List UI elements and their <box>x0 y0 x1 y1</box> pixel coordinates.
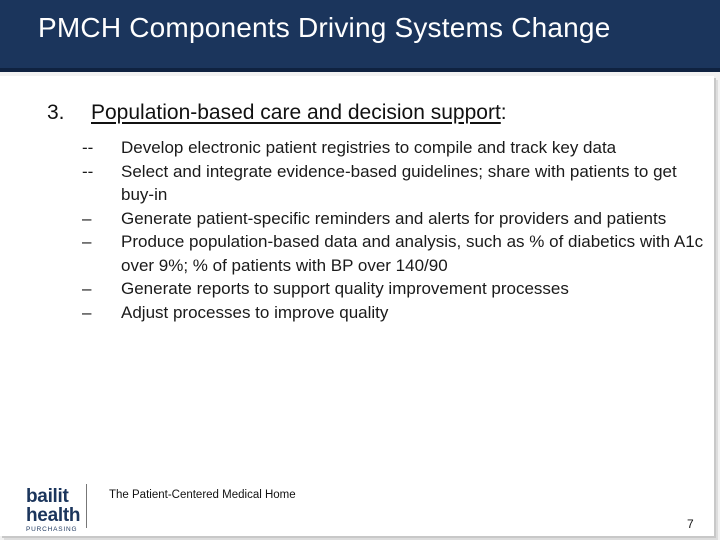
list-item <box>76 207 706 231</box>
page-number: 7 <box>687 517 694 531</box>
section-title: Population-based care and decision support <box>91 101 501 124</box>
bullet-text: Select and integrate evidence-based guidelines; share with patients to get buy-in <box>121 161 677 204</box>
section-colon: : <box>500 101 507 124</box>
bullet-marker: -- <box>82 161 94 181</box>
list-item <box>76 277 706 301</box>
bullet-marker: – <box>82 232 92 251</box>
list-item <box>76 301 706 325</box>
bullet-marker: -- <box>82 138 94 157</box>
bullet-text: Produce population-based data and analysis, such as % of diabetics with A1c over 9%; % of patients with BP over 140/90 <box>121 232 704 275</box>
title-bar <box>0 0 720 72</box>
footer-divider <box>86 484 87 528</box>
bullet-text: Develop electronic patient registries to compile and track key data <box>121 138 617 157</box>
logo-line-2: health <box>26 505 81 526</box>
section-number: 3. <box>47 101 65 124</box>
slide-title: PMCH Components Driving Systems Change <box>38 12 611 43</box>
bullet-text: Generate patient-specific reminders and alerts for providers and patients <box>121 208 667 228</box>
bullet-marker: – <box>82 302 92 322</box>
bullet-marker: – <box>82 279 92 298</box>
bullet-text: Adjust processes to improve quality <box>121 302 389 322</box>
list-item <box>76 230 706 277</box>
list-item <box>76 160 706 207</box>
list-item <box>76 136 706 160</box>
bullet-list <box>76 136 706 324</box>
logo-line-1: bailit <box>26 486 69 507</box>
bailit-health-logo <box>26 487 82 531</box>
logo-line-3: PURCHASING <box>26 526 78 533</box>
bullet-text: Generate reports to support quality improvement processes <box>121 279 569 298</box>
footer-caption: The Patient-Centered Medical Home <box>109 489 296 501</box>
section-heading <box>47 101 507 125</box>
bullet-marker: – <box>82 208 92 228</box>
